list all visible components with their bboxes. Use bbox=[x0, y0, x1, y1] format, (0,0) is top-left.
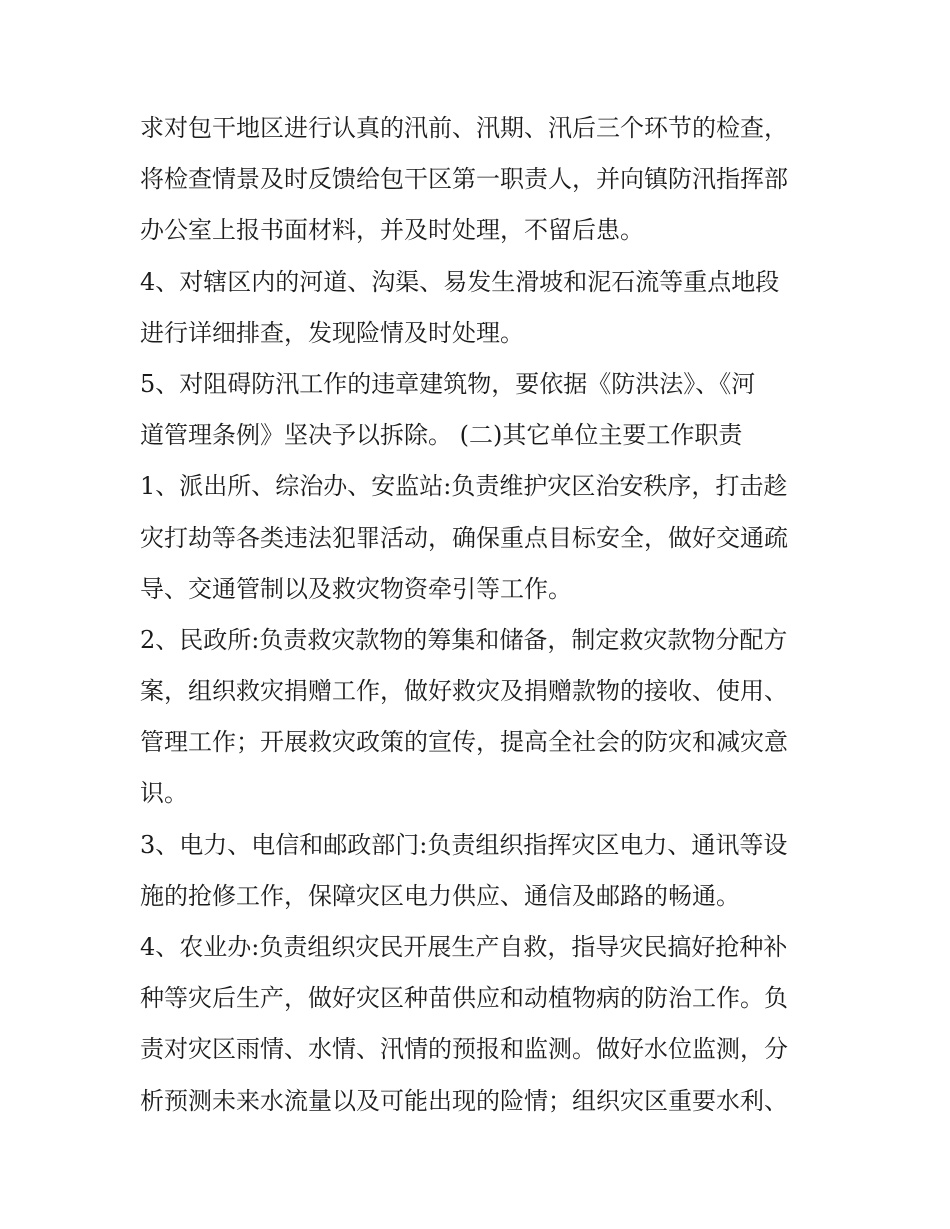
text-line: 管理工作；开展救灾政策的宣传，提高全社会的防灾和减灾意 bbox=[140, 728, 788, 757]
text-line: 道管理条例》坚决予以拆除。 (二)其它单位主要工作职责 bbox=[140, 421, 743, 450]
text-line: 进行详细排查，发现险情及时处理。 bbox=[140, 318, 524, 347]
text-line: 导、交通管制以及救灾物资牵引等工作。 bbox=[140, 574, 572, 603]
text-line: 灾打劫等各类违法犯罪活动，确保重点目标安全，做好交通疏 bbox=[140, 523, 788, 552]
text-line: 2、民政所:负责救灾款物的筹集和储备，制定救灾款物分配方 bbox=[140, 625, 788, 654]
text-line: 识。 bbox=[140, 779, 188, 808]
text-line: 1、派出所、综治办、安监站:负责维护灾区治安秩序，打击趁 bbox=[140, 472, 788, 501]
text-line: 责对灾区雨情、水情、汛情的预报和监测。做好水位监测，分 bbox=[140, 1035, 788, 1064]
document-body bbox=[140, 103, 830, 1127]
text-line: 办公室上报书面材料，并及时处理，不留后患。 bbox=[140, 216, 644, 245]
text-line: 将检查情景及时反馈给包干区第一职责人，并向镇防汛指挥部 bbox=[140, 165, 788, 194]
text-line: 案，组织救灾捐赠工作，做好救灾及捐赠款物的接收、使用、 bbox=[140, 677, 788, 706]
text-line: 4、对辖区内的河道、沟渠、易发生滑坡和泥石流等重点地段 bbox=[140, 267, 780, 296]
text-line: 5、对阻碍防汛工作的违章建筑物，要依据《防洪法》、《河 bbox=[140, 369, 756, 398]
text-line: 种等灾后生产，做好灾区种苗供应和动植物病的防治工作。负 bbox=[140, 984, 788, 1013]
text-line: 求对包干地区进行认真的汛前、汛期、汛后三个环节的检查， bbox=[140, 114, 788, 142]
text-line: 析预测未来水流量以及可能出现的险情；组织灾区重要水利、 bbox=[140, 1086, 788, 1115]
text-line: 施的抢修工作，保障灾区电力供应、通信及邮路的畅通。 bbox=[140, 881, 740, 910]
text-line: 3、电力、电信和邮政部门:负责组织指挥灾区电力、通讯等设 bbox=[140, 830, 788, 859]
text-line: 4、农业办:负责组织灾民开展生产自救，指导灾民搞好抢种补 bbox=[140, 933, 788, 961]
